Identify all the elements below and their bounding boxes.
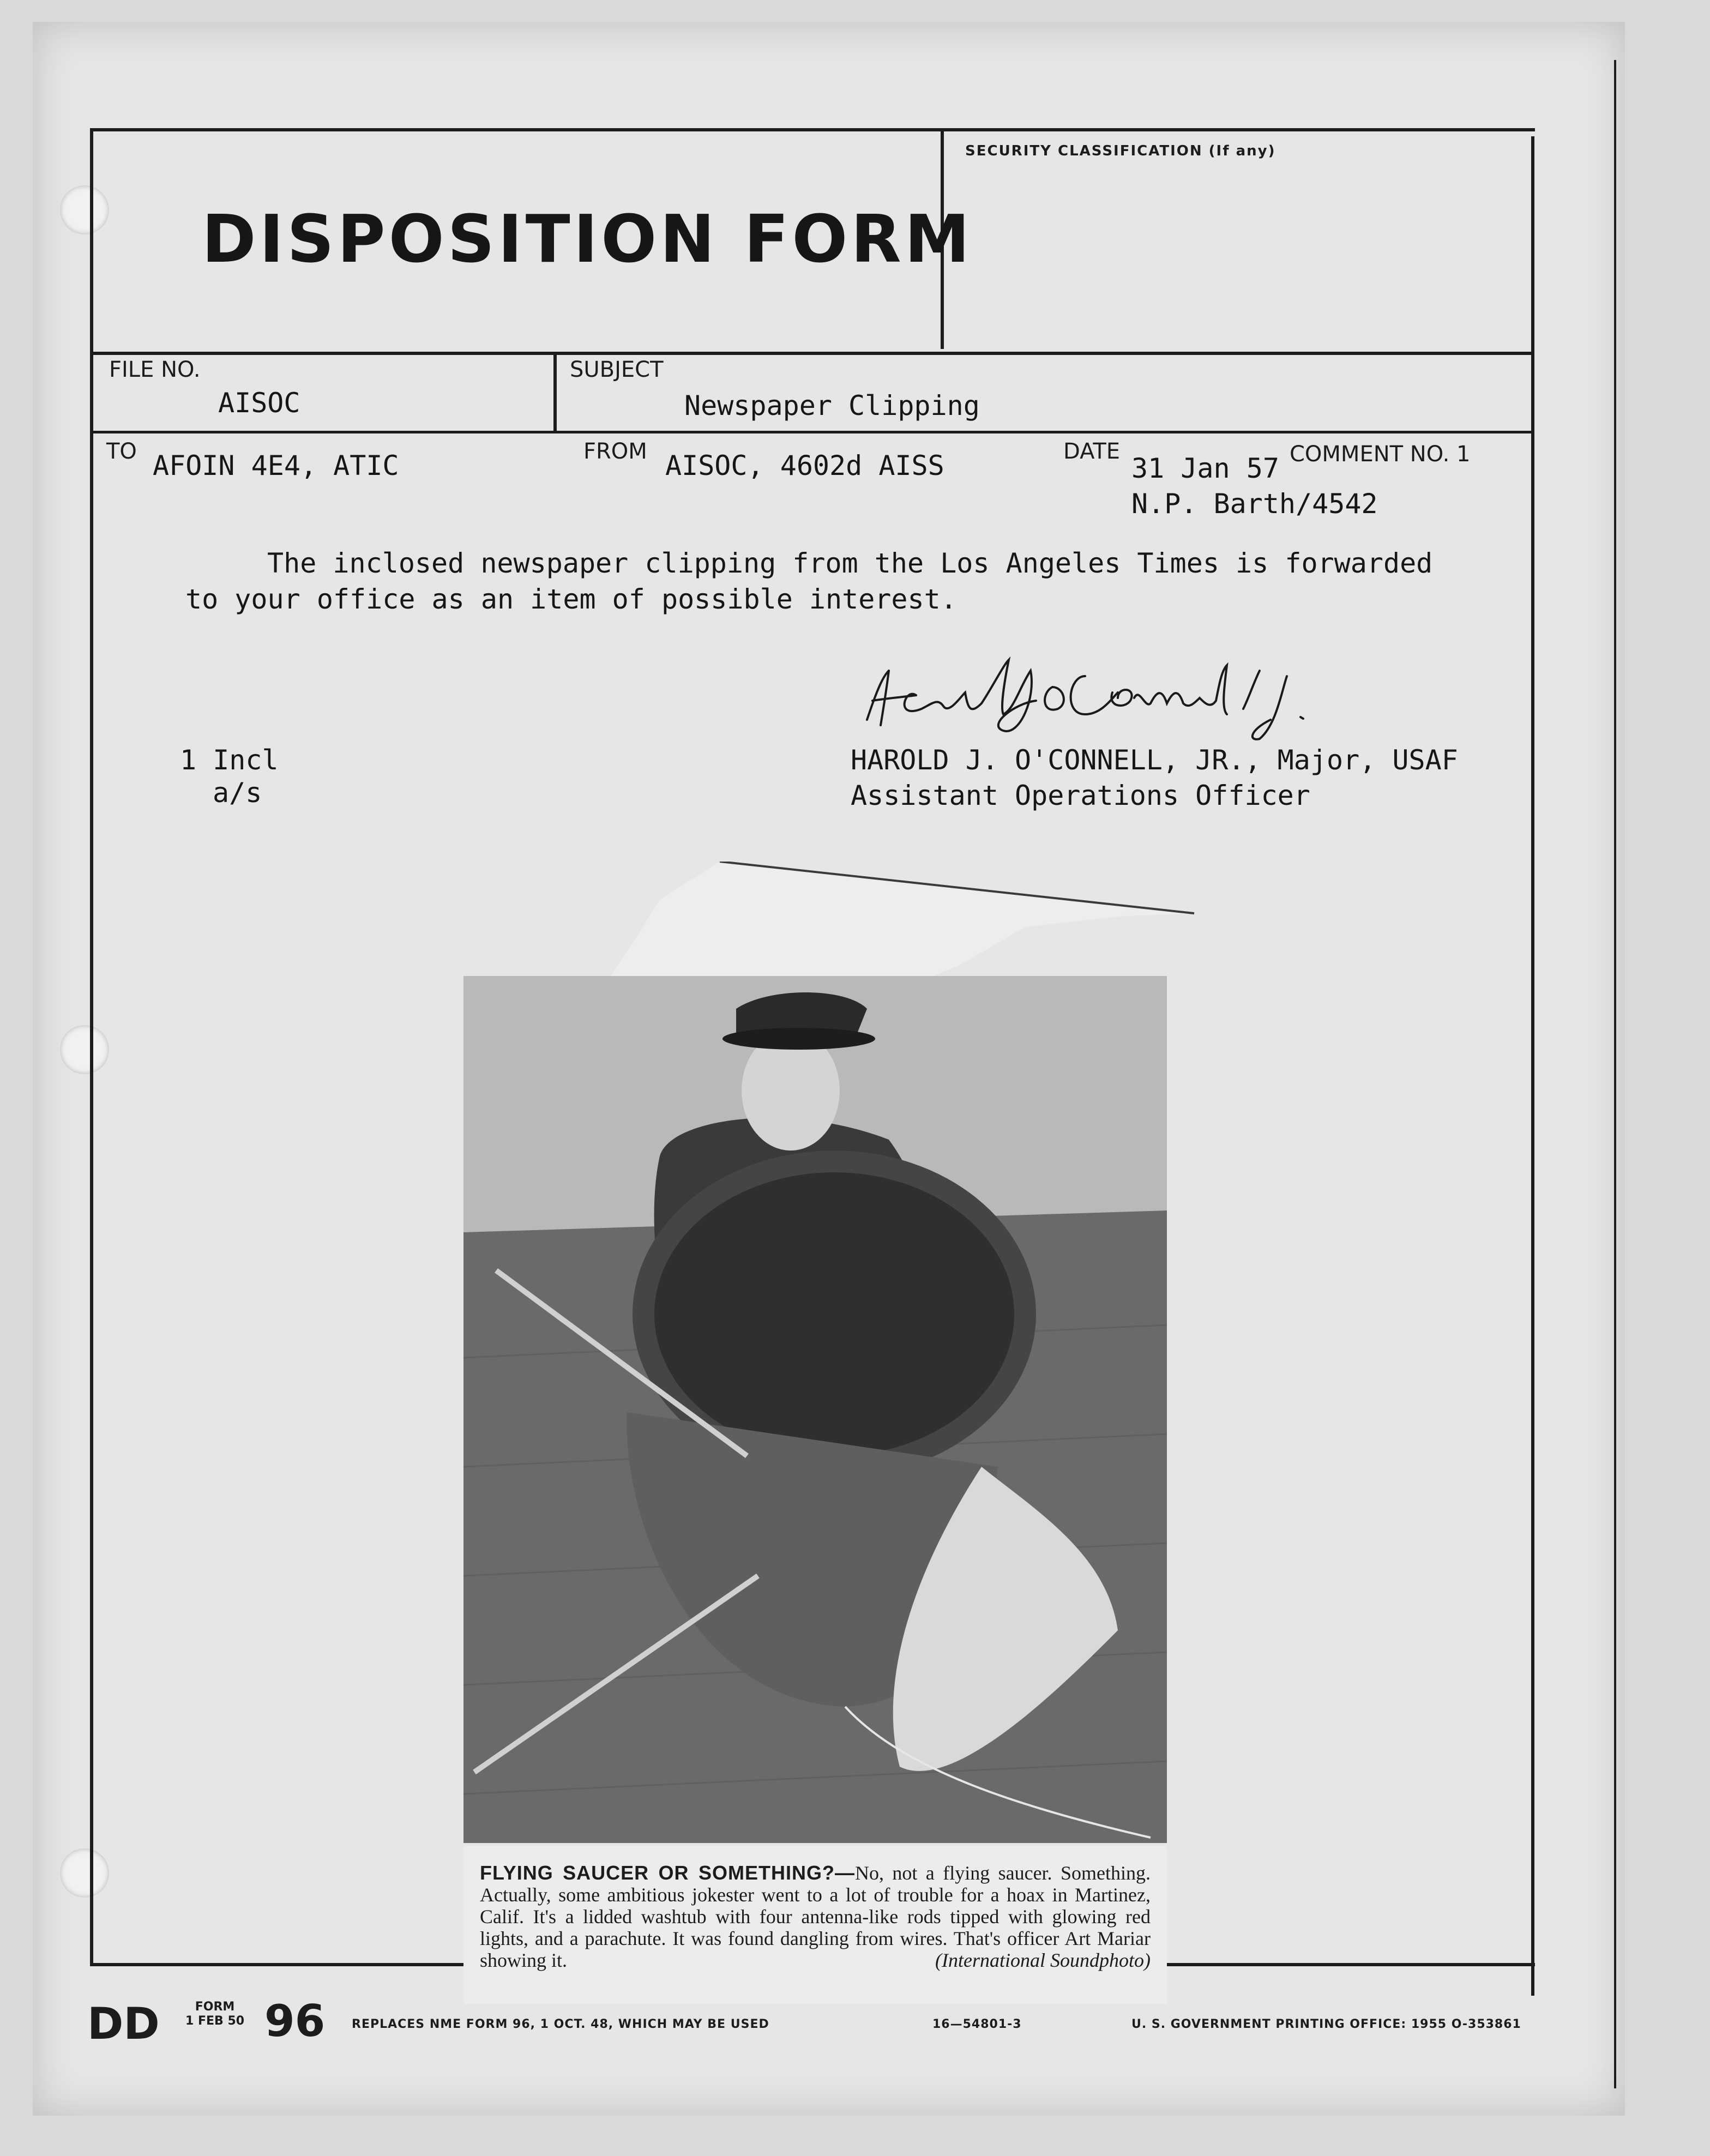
- footer-replaces-note: REPLACES NME FORM 96, 1 OCT. 48, WHICH MAY BE USED: [352, 2018, 769, 2031]
- punch-hole-middle: [60, 1025, 109, 1074]
- footer-form-label: [185, 2000, 244, 2028]
- subject-value: Newspaper Clipping: [684, 390, 980, 421]
- subject-label: SUBJECT: [570, 357, 664, 382]
- footer-form-number: 96: [264, 1996, 326, 2046]
- handwritten-signature: [856, 654, 1347, 742]
- date-value: 31 Jan 57: [1131, 453, 1279, 484]
- to-label: TO: [106, 439, 137, 464]
- comment-no-label: COMMENT NO. 1: [1290, 442, 1471, 467]
- footer-form-date: 1 FEB 50: [185, 2014, 245, 2028]
- from-label: FROM: [583, 439, 647, 464]
- frame-top: [93, 128, 1535, 131]
- enclosure-count: 1 Incl: [180, 744, 279, 776]
- punch-hole-bottom: [60, 1848, 109, 1898]
- clipping-caption: [480, 1862, 1151, 1971]
- clipping-photo: [463, 976, 1167, 1843]
- clipping-torn-top: [600, 862, 1205, 992]
- signature-title-line: Assistant Operations Officer: [851, 780, 1310, 811]
- caption-heading: FLYING SAUCER OR SOMETHING?—: [480, 1862, 855, 1884]
- caption-body: No, not a flying saucer. Something. Actually, some ambitious jokester went to a lot of trouble for a hoax in Martinez, Calif. It's a lidded washtub with four antenna-like rods tipped with glowing red lights, and a parachute. It was found dangling from wires. That's officer Art Mariar showing it.: [480, 1862, 1151, 1971]
- frame-left: [90, 128, 93, 1966]
- officer-with-washtub-photo: [463, 976, 1167, 1843]
- footer-stock-number: 16—54801-3: [932, 2018, 1022, 2031]
- body-line-1: The inclosed newspaper clipping from the Los Angeles Times is forwarded: [267, 547, 1433, 579]
- to-value: AFOIN 4E4, ATIC: [153, 450, 399, 481]
- footer-gpo-imprint: U. S. GOVERNMENT PRINTING OFFICE: 1955 O-353861: [1131, 2018, 1521, 2031]
- header-bottom-rule: [93, 352, 1532, 355]
- frame-right: [1531, 136, 1534, 1996]
- subject-divider: [553, 354, 557, 431]
- body-line-2: to your office as an item of possible interest.: [185, 583, 957, 615]
- punch-hole-top: [60, 185, 109, 234]
- footer-dd: DD: [87, 1998, 160, 2049]
- outer-right-border: [1614, 60, 1616, 2088]
- subject-bottom-rule: [93, 431, 1532, 433]
- body-paragraph: [185, 545, 1494, 617]
- date-label: DATE: [1063, 439, 1121, 464]
- author-extension: N.P. Barth/4542: [1131, 488, 1378, 520]
- from-value: AISOC, 4602d AISS: [665, 450, 944, 481]
- footer-form-word: FORM: [195, 2000, 235, 2014]
- security-classification-label: SECURITY CLASSIFICATION (If any): [965, 143, 1276, 159]
- photo-credit: (International Soundphoto): [935, 1949, 1151, 1971]
- signature-name: HAROLD J. O'CONNELL, JR., Major, USAF: [851, 744, 1458, 776]
- form-title: DISPOSITION FORM: [202, 202, 973, 278]
- file-no-label: FILE NO.: [109, 357, 201, 382]
- enclosure-as-stated: a/s: [213, 777, 262, 809]
- clipping-caption-box: [463, 1846, 1167, 2004]
- file-no-value: AISOC: [218, 387, 300, 419]
